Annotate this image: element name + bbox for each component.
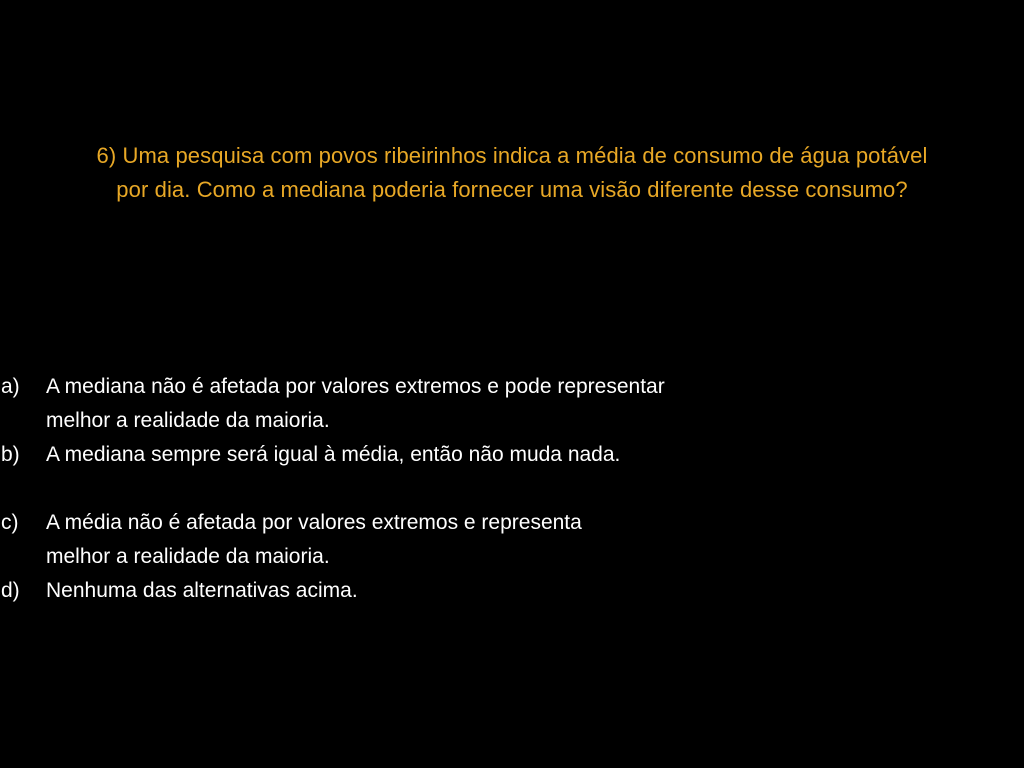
option-d-line-1: Nenhuma das alternativas acima.	[46, 579, 358, 602]
option-b[interactable]	[0, 438, 1024, 472]
option-spacer	[0, 472, 1024, 506]
option-a-line-2: melhor a realidade da maioria.	[46, 409, 330, 432]
option-c[interactable]	[0, 506, 1024, 574]
option-c-letter: c)	[1, 511, 19, 534]
option-a-line-1: A mediana não é afetada por valores extremos e pode representar	[46, 375, 665, 398]
option-b-line-1: A mediana sempre será igual à média, então não muda nada.	[46, 443, 621, 466]
question-line-2: por dia. Como a mediana poderia fornecer uma visão diferente desse consumo?	[116, 177, 908, 202]
option-d-letter: d)	[1, 579, 20, 602]
option-a-letter: a)	[1, 375, 20, 398]
option-d[interactable]	[0, 574, 1024, 608]
question-text	[0, 139, 1024, 207]
option-a[interactable]	[0, 370, 1024, 438]
option-b-letter: b)	[1, 443, 20, 466]
answer-options	[0, 370, 1024, 608]
option-c-line-2: melhor a realidade da maioria.	[46, 545, 330, 568]
question-line-1: 6) Uma pesquisa com povos ribeirinhos indica a média de consumo de água potável	[96, 143, 928, 168]
option-c-line-1: A média não é afetada por valores extremos e representa	[46, 511, 582, 534]
